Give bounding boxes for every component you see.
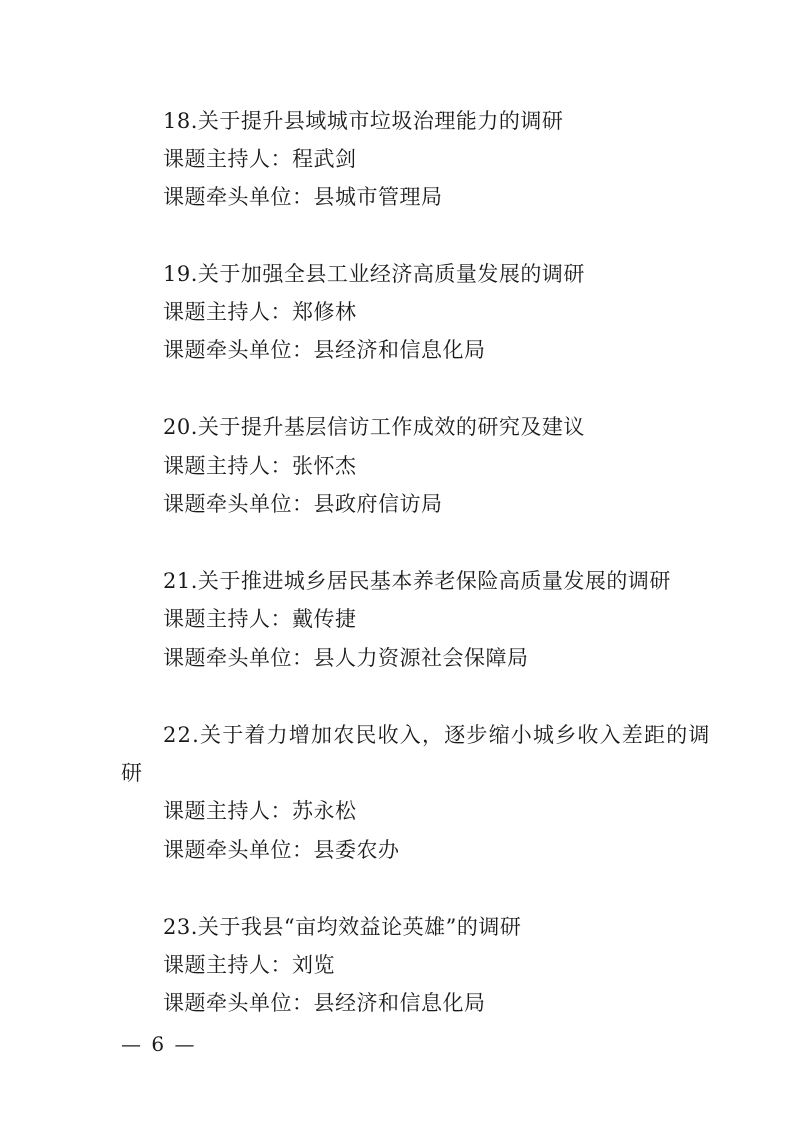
topic-host: 课题主持人：程武剑 <box>163 147 357 171</box>
topic-title: 19.关于加强全县工业经济高质量发展的调研 <box>163 262 585 286</box>
topic-title: 22.关于着力增加农民收入，逐步缩小城乡收入差距的调 <box>163 723 711 747</box>
topic-lead-unit: 课题牵头单位：县经济和信息化局 <box>163 338 486 362</box>
topic-host: 课题主持人：苏永松 <box>163 799 357 823</box>
topic-title: 23.关于我县“亩均效益论英雄”的调研 <box>163 915 522 939</box>
page-number: — 6 — <box>121 1032 197 1056</box>
topic-title: 21.关于推进城乡居民基本养老保险高质量发展的调研 <box>163 569 671 593</box>
topic-lead-unit: 课题牵头单位：县经济和信息化局 <box>163 991 486 1015</box>
topic-lead-unit: 课题牵头单位：县人力资源社会保障局 <box>163 646 529 670</box>
topic-host: 课题主持人：戴传捷 <box>163 607 357 631</box>
topic-host: 课题主持人：刘览 <box>163 953 335 977</box>
topic-host: 课题主持人：郑修林 <box>163 300 357 324</box>
topic-lead-unit: 课题牵头单位：县委农办 <box>163 838 400 862</box>
topic-title-continuation: 研 <box>121 761 143 785</box>
topic-lead-unit: 课题牵头单位：县城市管理局 <box>163 185 443 209</box>
topic-host: 课题主持人：张怀杰 <box>163 454 357 478</box>
topic-title: 20.关于提升基层信访工作成效的研究及建议 <box>163 415 585 439</box>
topic-lead-unit: 课题牵头单位：县政府信访局 <box>163 492 443 516</box>
topic-title: 18.关于提升县域城市垃圾治理能力的调研 <box>163 109 564 133</box>
